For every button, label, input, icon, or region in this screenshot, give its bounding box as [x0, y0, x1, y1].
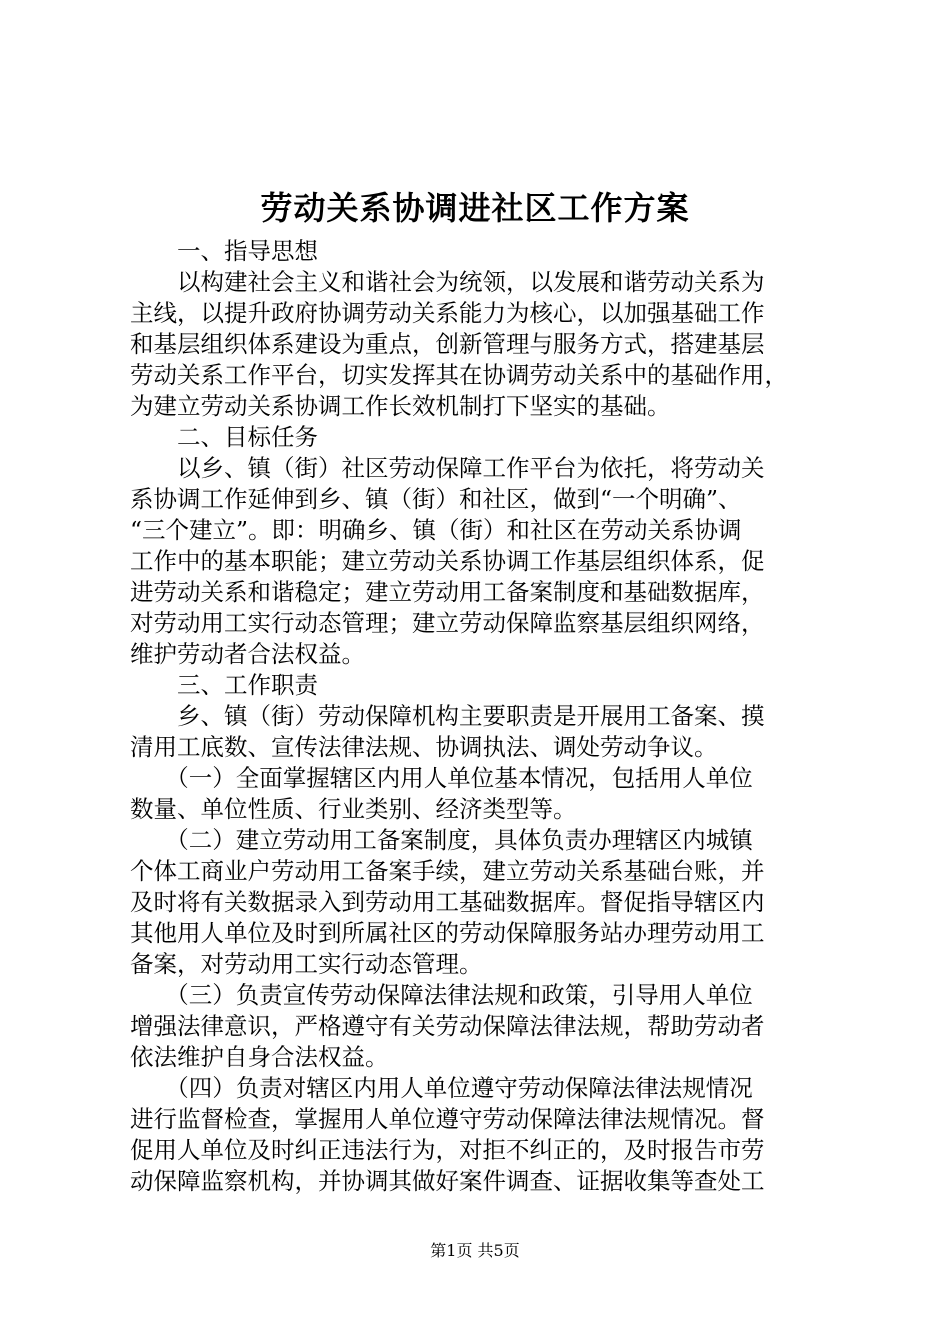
- document-body: [130, 236, 840, 1197]
- paragraph-line: 和基层组织体系建设为重点，创新管理与服务方式，搭建基层: [130, 330, 765, 358]
- paragraph-line: （三）负责宣传劳动保障法律法规和政策，引导用人单位: [130, 981, 753, 1009]
- page-number: 第1页 共5页: [430, 1241, 520, 1260]
- document-title: 劳动关系协调进社区工作方案: [260, 189, 690, 227]
- paragraph-line: 备案，对劳动用工实行动态管理。: [130, 950, 483, 978]
- paragraph-line: 清用工底数、宣传法律法规、协调执法、调处劳动争议。: [130, 733, 718, 761]
- paragraph-line: 促用人单位及时纠正违法行为，对拒不纠正的，及时报告市劳: [130, 1136, 765, 1164]
- paragraph-line: 进行监督检查，掌握用人单位遵守劳动保障法律法规情况。督: [130, 1105, 765, 1133]
- paragraph-line: 以构建社会主义和谐社会为统领，以发展和谐劳动关系为: [130, 268, 765, 296]
- paragraph-line: 增强法律意识，严格遵守有关劳动保障法律法规，帮助劳动者: [130, 1012, 765, 1040]
- paragraph-line: 对劳动用工实行动态管理；建立劳动保障监察基层组织网络，: [130, 609, 765, 637]
- paragraph-line: （四）负责对辖区内用人单位遵守劳动保障法律法规情况: [130, 1074, 753, 1102]
- paragraph-line: 工作中的基本职能；建立劳动关系协调工作基层组织体系，促: [130, 547, 765, 575]
- paragraph-line: 依法维护自身合法权益。: [130, 1043, 389, 1071]
- paragraph-line: 进劳动关系和谐稳定；建立劳动用工备案制度和基础数据库，: [130, 578, 765, 606]
- paragraph-line: 以乡、镇（街）社区劳动保障工作平台为依托，将劳动关: [130, 454, 765, 482]
- paragraph-line: 及时将有关数据录入到劳动用工基础数据库。督促指导辖区内: [130, 888, 765, 916]
- paragraph-line: 动保障监察机构，并协调其做好案件调查、证据收集等查处工: [130, 1167, 765, 1195]
- paragraph-line: 劳动关系工作平台，切实发挥其在协调劳动关系中的基础作用，: [130, 361, 788, 389]
- paragraph-line: 三、工作职责: [130, 671, 318, 699]
- paragraph-line: 一、指导思想: [130, 237, 318, 265]
- paragraph-line: 维护劳动者合法权益。: [130, 640, 365, 668]
- paragraph-line: （一）全面掌握辖区内用人单位基本情况，包括用人单位: [130, 764, 753, 792]
- paragraph-line: 数量、单位性质、行业类别、经济类型等。: [130, 795, 577, 823]
- paragraph-line: 乡、镇（街）劳动保障机构主要职责是开展用工备案、摸: [130, 702, 765, 730]
- paragraph-line: 二、目标任务: [130, 423, 318, 451]
- paragraph-line: 系协调工作延伸到乡、镇（街）和社区，做到“一个明确”、: [130, 485, 742, 513]
- paragraph-line: （二）建立劳动用工备案制度，具体负责办理辖区内城镇: [130, 826, 753, 854]
- paragraph-line: 为建立劳动关系协调工作长效机制打下坚实的基础。: [130, 392, 671, 420]
- paragraph-line: 主线，以提升政府协调劳动关系能力为核心，以加强基础工作: [130, 299, 765, 327]
- paragraph-line: “三个建立”。即：明确乡、镇（街）和社区在劳动关系协调: [130, 516, 742, 544]
- paragraph-line: 个体工商业户劳动用工备案手续，建立劳动关系基础台账，并: [130, 857, 765, 885]
- paragraph-line: 其他用人单位及时到所属社区的劳动保障服务站办理劳动用工: [130, 919, 765, 947]
